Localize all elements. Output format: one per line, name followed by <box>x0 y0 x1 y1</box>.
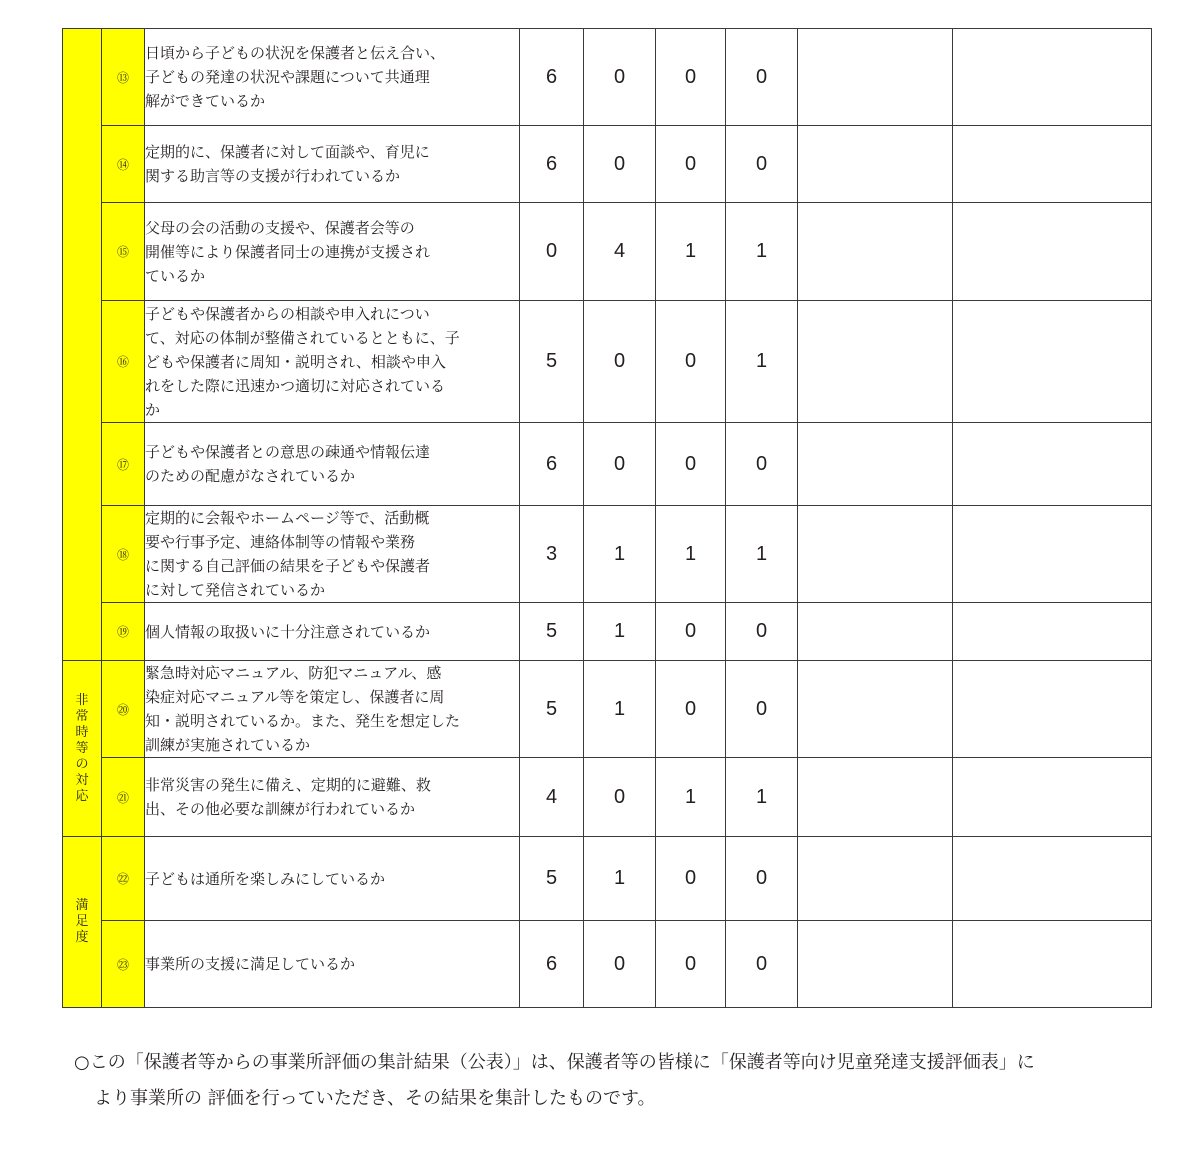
comment-cell <box>798 758 953 837</box>
count-no: 0 <box>656 661 726 758</box>
category-label: 満足度 <box>75 898 89 945</box>
count-yes: 5 <box>520 661 584 758</box>
count-unknown: 1 <box>726 506 798 603</box>
table-row <box>63 423 1152 506</box>
count-unknown: 1 <box>726 758 798 837</box>
count-unknown: 0 <box>726 603 798 661</box>
question-text: 子どもや保護者との意思の疎通や情報伝達 のための配慮がなされているか <box>145 423 520 506</box>
table-row <box>63 661 1152 758</box>
item-number: ㉑ <box>102 758 145 837</box>
question-text: 非常災害の発生に備え、定期的に避難、救 出、その他必要な訓練が行われているか <box>145 758 520 837</box>
category-satisfaction <box>63 837 102 1008</box>
improvement-cell <box>953 29 1152 126</box>
item-number: ㉓ <box>102 921 145 1008</box>
improvement-cell <box>953 603 1152 661</box>
count-no: 0 <box>656 603 726 661</box>
table-row <box>63 758 1152 837</box>
count-neutral: 0 <box>584 758 656 837</box>
count-neutral: 1 <box>584 661 656 758</box>
count-neutral: 1 <box>584 603 656 661</box>
category-label: 非常時等の対応 <box>75 692 89 804</box>
count-no: 0 <box>656 301 726 423</box>
count-no: 0 <box>656 29 726 126</box>
table-row <box>63 29 1152 126</box>
count-yes: 0 <box>520 203 584 301</box>
count-unknown: 0 <box>726 29 798 126</box>
count-neutral: 1 <box>584 837 656 921</box>
table-row <box>63 506 1152 603</box>
item-number: ⑮ <box>102 203 145 301</box>
improvement-cell <box>953 423 1152 506</box>
comment-cell <box>798 203 953 301</box>
category-cell-blank <box>63 29 102 661</box>
comment-cell <box>798 603 953 661</box>
comment-cell <box>798 506 953 603</box>
count-unknown: 0 <box>726 921 798 1008</box>
count-yes: 6 <box>520 29 584 126</box>
category-emergency <box>63 661 102 837</box>
comment-cell <box>798 126 953 203</box>
count-neutral: 1 <box>584 506 656 603</box>
count-no: 0 <box>656 837 726 921</box>
comment-cell <box>798 29 953 126</box>
count-unknown: 0 <box>726 423 798 506</box>
count-yes: 4 <box>520 758 584 837</box>
count-yes: 5 <box>520 301 584 423</box>
improvement-cell <box>953 921 1152 1008</box>
evaluation-table <box>62 28 1152 1008</box>
question-text: 定期的に会報やホームページ等で、活動概 要や行事予定、連絡体制等の情報や業務 に関する自己評価の結果を子どもや保護者 に対して発信されているか <box>145 506 520 603</box>
count-neutral: 0 <box>584 423 656 506</box>
count-no: 0 <box>656 423 726 506</box>
improvement-cell <box>953 661 1152 758</box>
count-no: 0 <box>656 126 726 203</box>
question-text: 子どもは通所を楽しみにしているか <box>145 837 520 921</box>
comment-cell <box>798 921 953 1008</box>
comment-cell <box>798 837 953 921</box>
improvement-cell <box>953 126 1152 203</box>
count-unknown: 1 <box>726 301 798 423</box>
table-row <box>63 921 1152 1008</box>
count-no: 0 <box>656 921 726 1008</box>
improvement-cell <box>953 301 1152 423</box>
question-text: 緊急時対応マニュアル、防犯マニュアル、感 染症対応マニュアル等を策定し、保護者に周 知・説明されているか。また、発生を想定した 訓練が実施されているか <box>145 661 520 758</box>
count-neutral: 4 <box>584 203 656 301</box>
count-unknown: 1 <box>726 203 798 301</box>
count-yes: 6 <box>520 126 584 203</box>
question-text: 個人情報の取扱いに十分注意されているか <box>145 603 520 661</box>
improvement-cell <box>953 837 1152 921</box>
item-number: ⑭ <box>102 126 145 203</box>
table-row <box>63 203 1152 301</box>
footnote-line-2: より事業所の 評価を行っていただき、その結果を集計したものです。 <box>94 1088 656 1109</box>
item-number: ㉒ <box>102 837 145 921</box>
count-yes: 3 <box>520 506 584 603</box>
count-unknown: 0 <box>726 661 798 758</box>
count-yes: 5 <box>520 837 584 921</box>
count-yes: 6 <box>520 423 584 506</box>
item-number: ⑯ <box>102 301 145 423</box>
count-no: 1 <box>656 203 726 301</box>
question-text: 父母の会の活動の支援や、保護者会等の 開催等により保護者同士の連携が支援され ているか <box>145 203 520 301</box>
table-row <box>63 837 1152 921</box>
table-row <box>63 126 1152 203</box>
question-text: 定期的に、保護者に対して面談や、育児に 関する助言等の支援が行われているか <box>145 126 520 203</box>
table-row <box>63 301 1152 423</box>
item-number: ⑱ <box>102 506 145 603</box>
count-neutral: 0 <box>584 29 656 126</box>
count-no: 1 <box>656 506 726 603</box>
count-unknown: 0 <box>726 126 798 203</box>
improvement-cell <box>953 506 1152 603</box>
item-number: ⑲ <box>102 603 145 661</box>
count-yes: 6 <box>520 921 584 1008</box>
item-number: ⑬ <box>102 29 145 126</box>
count-neutral: 0 <box>584 301 656 423</box>
item-number: ⑳ <box>102 661 145 758</box>
comment-cell <box>798 301 953 423</box>
count-unknown: 0 <box>726 837 798 921</box>
item-number: ⑰ <box>102 423 145 506</box>
improvement-cell <box>953 203 1152 301</box>
question-text: 子どもや保護者からの相談や申入れについ て、対応の体制が整備されているとともに、子 どもや保護者に周知・説明され、相談や申入 れをした際に迅速かつ適切に対応されている か <box>145 301 520 423</box>
count-no: 1 <box>656 758 726 837</box>
improvement-cell <box>953 758 1152 837</box>
count-neutral: 0 <box>584 126 656 203</box>
count-yes: 5 <box>520 603 584 661</box>
count-neutral: 0 <box>584 921 656 1008</box>
table-row <box>63 603 1152 661</box>
comment-cell <box>798 661 953 758</box>
footnote-line-1: ○この「保護者等からの事業所評価の集計結果（公表）」は、保護者等の皆様に「保護者等向け児童発達支援評価表」に <box>74 1052 1035 1073</box>
question-text: 日頃から子どもの状況を保護者と伝え合い、 子どもの発達の状況や課題について共通理 解ができているか <box>145 29 520 126</box>
comment-cell <box>798 423 953 506</box>
question-text: 事業所の支援に満足しているか <box>145 921 520 1008</box>
